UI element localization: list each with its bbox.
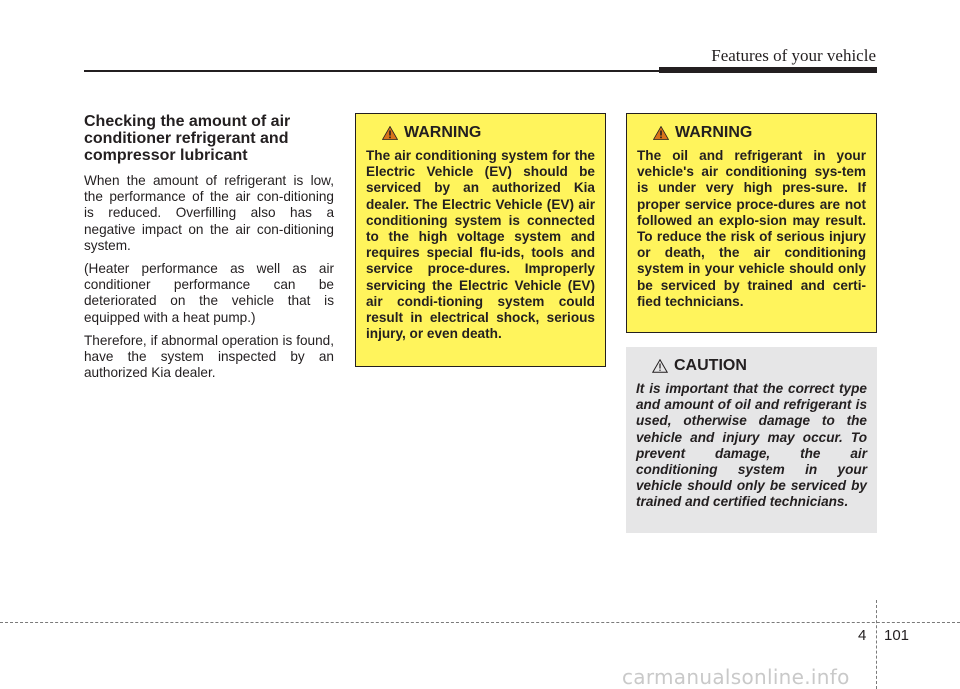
caution-text: It is important that the correct type and amount of oil and refrigerant is used, otherwise damage to the vehicle and injury may occur. To prevent damage, the air conditioning system in your vehicle should only be serviced by trained and certified technicians. <box>636 381 867 510</box>
warning-title <box>653 124 866 142</box>
paragraph: Therefore, if abnormal operation is found, have the system inspected by an authorized Kia dealer. <box>84 332 334 381</box>
paragraph: When the amount of refrigerant is low, the performance of the air con-ditioning is reduced. Overfilling also has a negative impact on the air con-ditioning system. <box>84 173 334 253</box>
section-heading: Checking the amount of air conditioner refrigerant and compressor lubricant <box>84 113 291 164</box>
warning-box-high-pressure <box>626 113 877 333</box>
warning-text: The oil and refrigerant in your vehicle's air conditioning sys-tem is under very high pres-sure. If proper service proce-dures are not followed an explo-sion may result. To reduce the risk of serious injury or death, the air conditioning system in your vehicle should only be serviced by trained and certi-fied technicians. <box>637 148 866 309</box>
warning-title-text: WARNING <box>404 124 482 141</box>
page-number: 101 <box>884 627 910 644</box>
warning-box-ev-service <box>355 113 606 367</box>
header-rule-accent <box>659 67 877 73</box>
watermark: carmanualsonline.info <box>622 665 850 689</box>
paragraph: (Heater performance as well as air conditioner performance can be deteriorated on the vehicle that is equipped with a heat pump.) <box>84 261 334 325</box>
chapter-number: 4 <box>858 627 867 644</box>
page-header-title: Features of your vehicle <box>711 46 876 65</box>
warning-title <box>382 124 595 142</box>
caution-triangle-icon <box>652 359 668 373</box>
caution-title-text: CAUTION <box>674 357 747 374</box>
warning-text: The air conditioning system for the Electric Vehicle (EV) should be serviced by an authorized Kia dealer. The Electric Vehicle (EV) air conditioning system is connected to the high voltage system and requires special flu-ids, tools and service proce-dures. Improperly servicing the Electric Vehicle (EV) air condi-tioning system could result in electrical shock, serious injury, or even death. <box>366 148 595 342</box>
warning-title-text: WARNING <box>675 124 753 141</box>
footer-divider <box>0 622 960 623</box>
footer-vertical-divider <box>876 600 877 689</box>
main-text-column <box>84 113 334 388</box>
warning-triangle-icon <box>653 126 669 140</box>
warning-triangle-icon <box>382 126 398 140</box>
caution-title <box>652 357 867 375</box>
caution-box <box>626 347 877 533</box>
